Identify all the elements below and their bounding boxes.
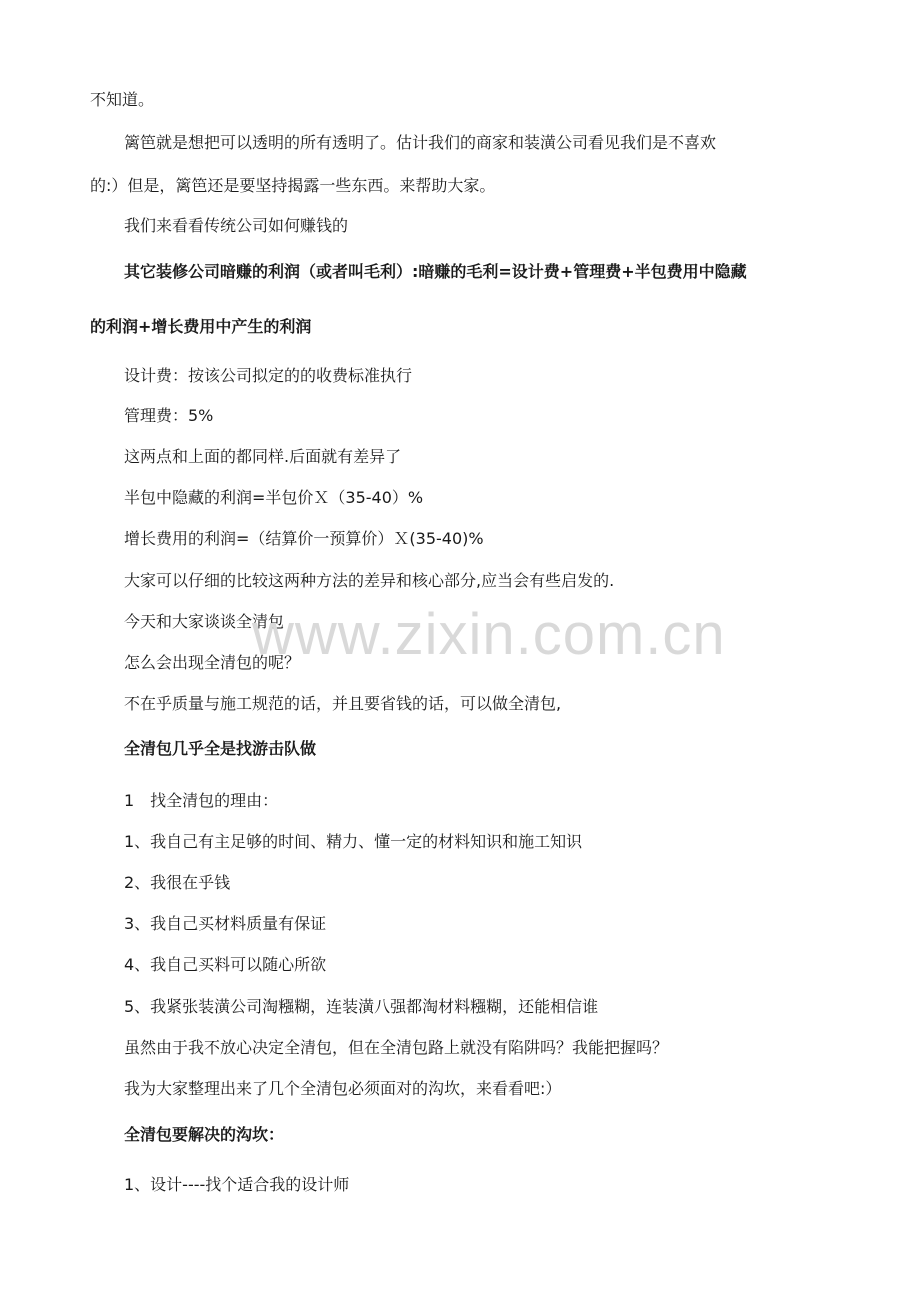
- text-line: 篱笆就是想把可以透明的所有透明了。估计我们的商家和装潢公司看见我们是不喜欢: [124, 133, 717, 152]
- text-line: 我们来看看传统公司如何赚钱的: [124, 216, 349, 235]
- text-line: 4、我自己买料可以随心所欲: [124, 955, 327, 974]
- text-line: 管理费：5%: [124, 406, 214, 425]
- bold-heading-line: 的利润+增长费用中产生的利润: [90, 317, 312, 336]
- text-line: 5、我紧张装潢公司淘糨糊，连装潢八强都淘材料糨糊，还能相信谁: [124, 997, 599, 1016]
- text-line: 我为大家整理出来了几个全清包必须面对的沟坎，来看看吧:）: [124, 1079, 562, 1098]
- text-line: 的:）但是，篱笆还是要坚持揭露一些东西。来帮助大家。: [90, 176, 496, 195]
- bold-heading-line: 全清包要解决的沟坎：: [124, 1125, 285, 1144]
- bold-heading-line: 其它装修公司暗赚的利润（或者叫毛利）:暗赚的毛利=设计费+管理费+半包费用中隐藏: [124, 262, 747, 281]
- text-line: 不知道。: [90, 90, 155, 109]
- text-line: 大家可以仔细的比较这两种方法的差异和核心部分,应当会有些启发的.: [124, 571, 615, 590]
- text-line: 1、我自己有主足够的时间、精力、懂一定的材料知识和施工知识: [124, 832, 583, 851]
- watermark: www.zixin.com.cn: [252, 602, 726, 667]
- text-line: 2、我很在乎钱: [124, 873, 231, 892]
- text-line: 1 找全清包的理由：: [124, 791, 279, 810]
- text-line: 增长费用的利润=（结算价一预算价）Ｘ(35-40)%: [124, 529, 484, 548]
- text-line: 虽然由于我不放心决定全清包，但在全清包路上就没有陷阱吗？我能把握吗？: [124, 1038, 669, 1057]
- text-line: 怎么会出现全清包的呢？: [124, 653, 301, 672]
- text-line: 今天和大家谈谈全清包: [124, 612, 285, 631]
- text-line: 1、设计----找个适合我的设计师: [124, 1175, 350, 1194]
- bold-heading-line: 全清包几乎全是找游击队做: [124, 739, 317, 758]
- text-line: 3、我自己买材料质量有保证: [124, 914, 327, 933]
- text-line: 这两点和上面的都同样.后面就有差异了: [124, 447, 402, 466]
- text-line: 不在乎质量与施工规范的话，并且要省钱的话，可以做全清包,: [124, 694, 562, 713]
- text-line: 设计费：按该公司拟定的的收费标准执行: [124, 366, 413, 385]
- text-line: 半包中隐藏的利润=半包价Ｘ（35-40）%: [124, 488, 424, 507]
